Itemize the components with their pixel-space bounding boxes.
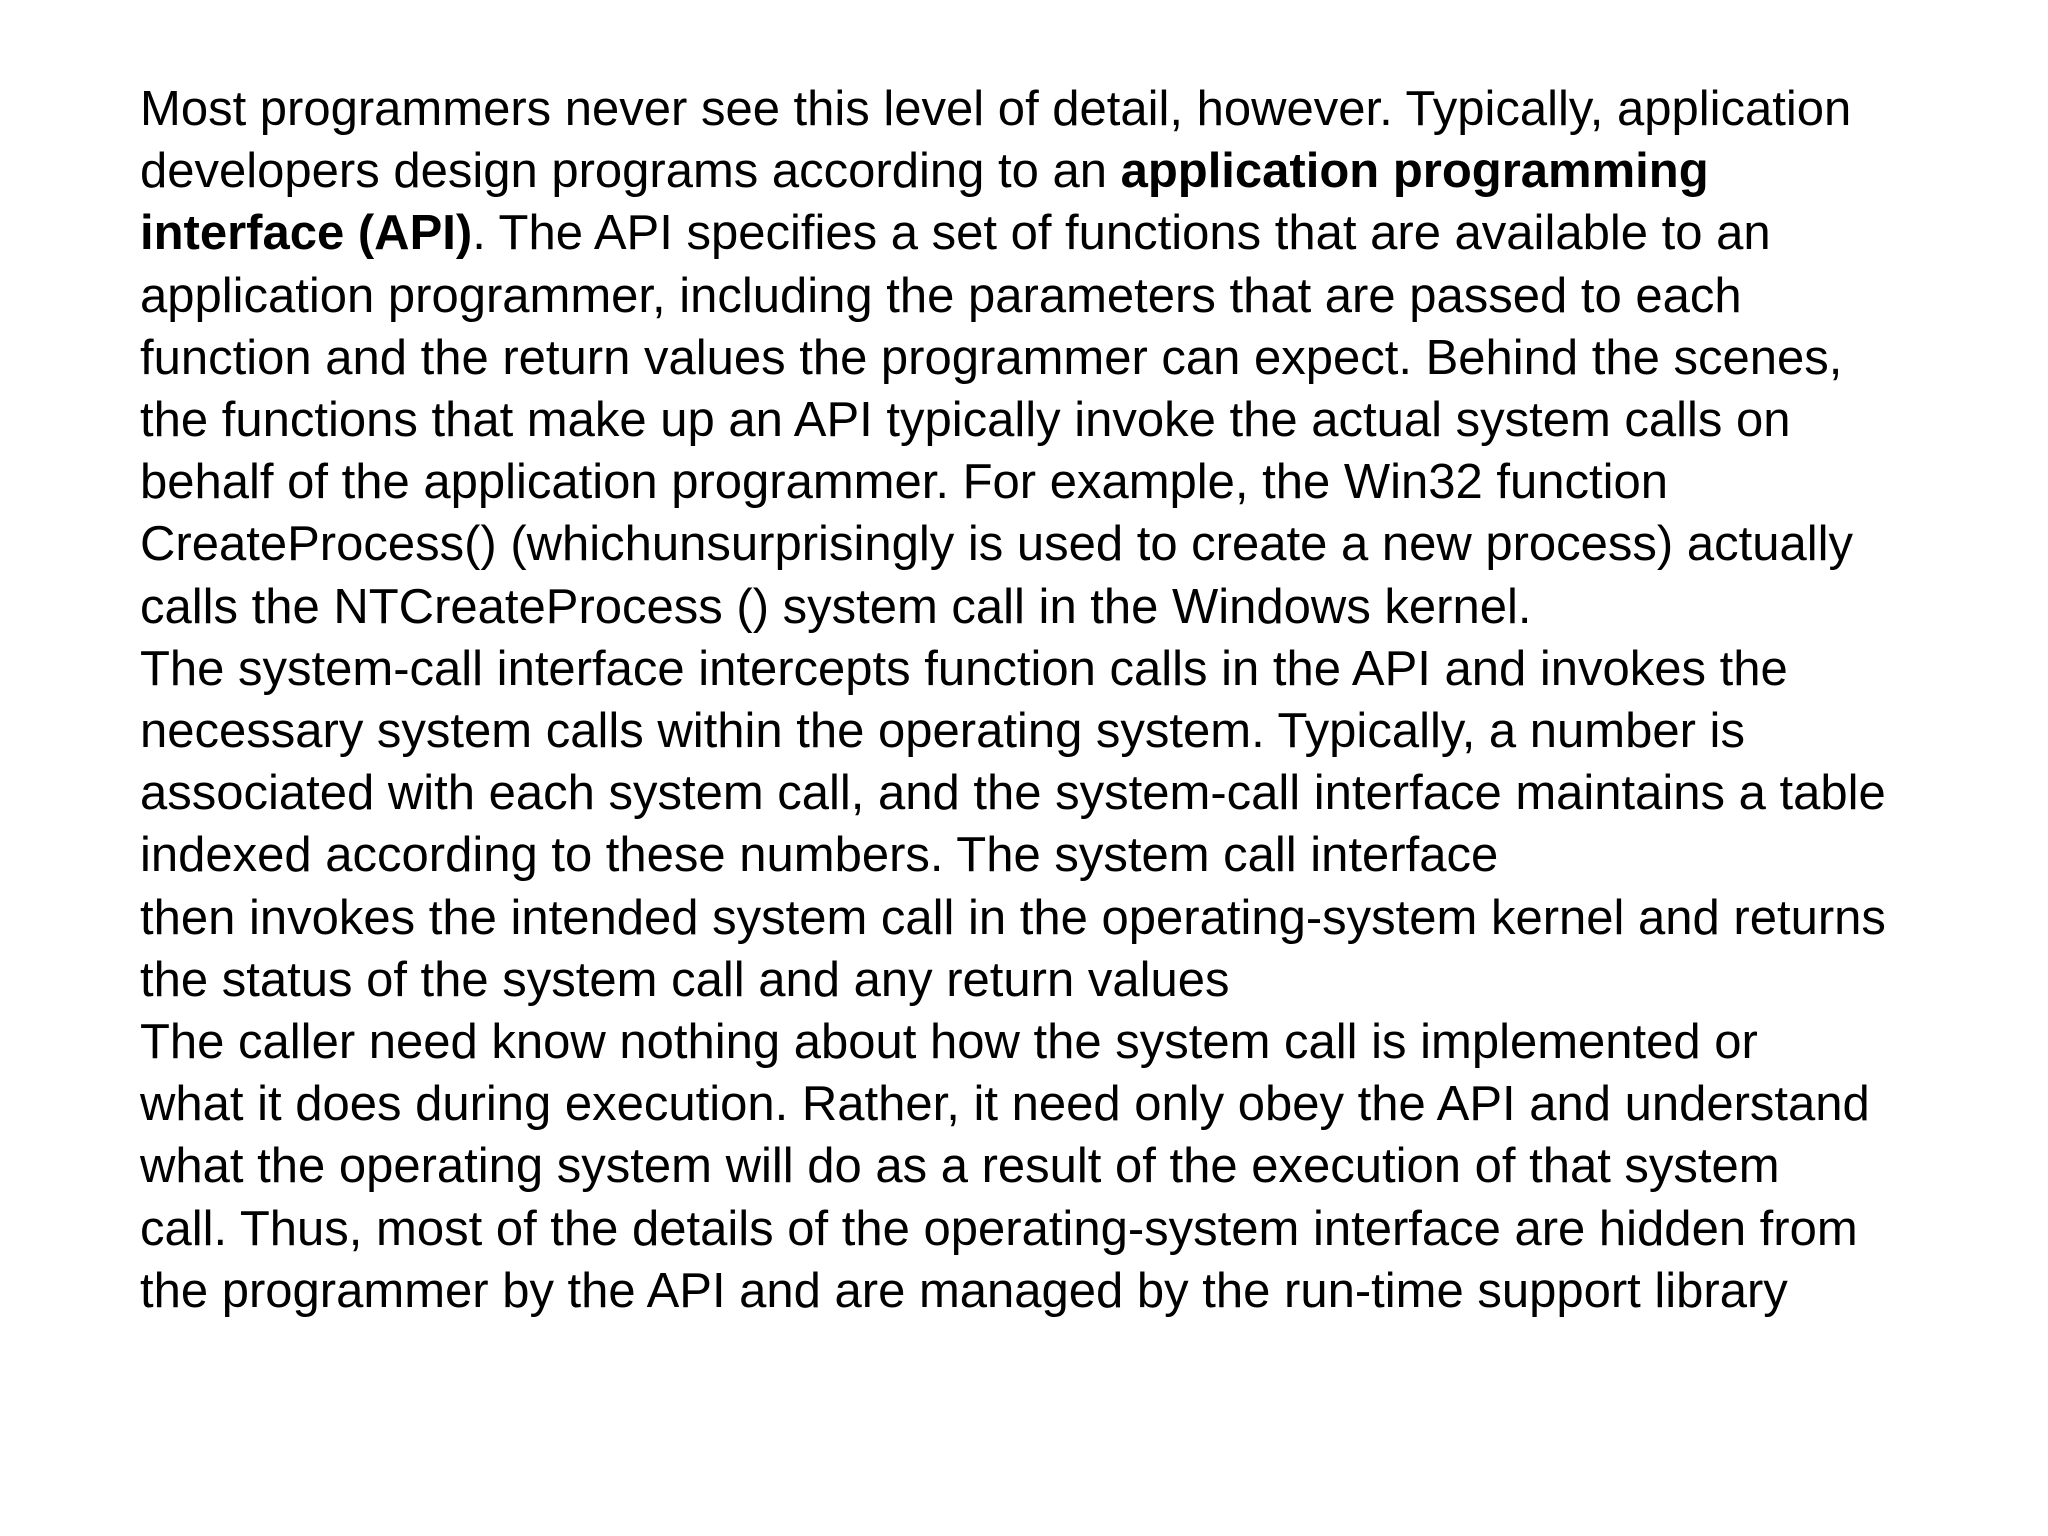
text-segment: The caller need know nothing about how the system call is implemented or [140,1015,1758,1070]
text-line [140,513,2020,575]
text-segment: Most programmers never see this level of detail, however. Typically, application [140,82,1852,136]
text-line [140,1198,2020,1260]
text-segment: function and the return values the programmer can expect. Behind the scenes, [140,330,1843,385]
text-segment: application programmer, including the parameters that are passed to each [140,268,1742,323]
text-line [140,389,2020,451]
text-line [140,576,2020,638]
text-segment: The system-call interface intercepts function calls in the API and invokes the [140,641,1788,696]
text-segment: . The API specifies a set of functions that are available to an [472,206,1771,261]
text-line [140,887,2020,949]
text-segment: calls the NTCreateProcess () system call in the Windows kernel. [140,579,1532,634]
text-segment: necessary system calls within the operating system. Typically, a number is [140,704,1745,759]
text-segment: call. Thus, most of the details of the operating-system interface are hidden from [140,1201,1858,1256]
text-line [140,1260,2020,1322]
text-line [140,140,2020,202]
bold-term: application programming [1120,144,1709,199]
bold-term: interface (API) [140,206,473,261]
text-segment: indexed according to these numbers. The system call interface [140,828,1499,883]
text-line [140,1073,2020,1135]
text-line [140,1135,2020,1197]
text-segment: what it does during execution. Rather, it need only obey the API and understand [140,1077,1870,1132]
text-segment: developers design programs according to an [140,144,1121,199]
text-line [140,265,2020,327]
text-segment: the programmer by the API and are managed by the run-time support library [140,1263,1788,1318]
text-line [140,949,2020,1011]
text-segment: then invokes the intended system call in the operating-system kernel and returns [140,890,1886,945]
text-line [140,451,2020,513]
text-segment: the status of the system call and any return values [140,952,1230,1007]
text-segment: the functions that make up an API typically invoke the actual system calls on [140,393,1791,448]
text-segment: associated with each system call, and the system-call interface maintains a table [140,766,1886,821]
text-line [140,327,2020,389]
body-text [140,78,2020,1322]
text-line [140,638,2020,700]
text-line [140,78,2020,140]
text-segment: CreateProcess() (whichunsurprisingly is used to create a new process) actually [140,517,1853,572]
text-line [140,202,2020,264]
text-segment: behalf of the application programmer. For example, the Win32 function [140,455,1668,510]
text-line [140,824,2020,886]
text-line [140,700,2020,762]
text-segment: what the operating system will do as a result of the execution of that system [140,1139,1780,1194]
text-line [140,1011,2020,1073]
text-line [140,762,2020,824]
